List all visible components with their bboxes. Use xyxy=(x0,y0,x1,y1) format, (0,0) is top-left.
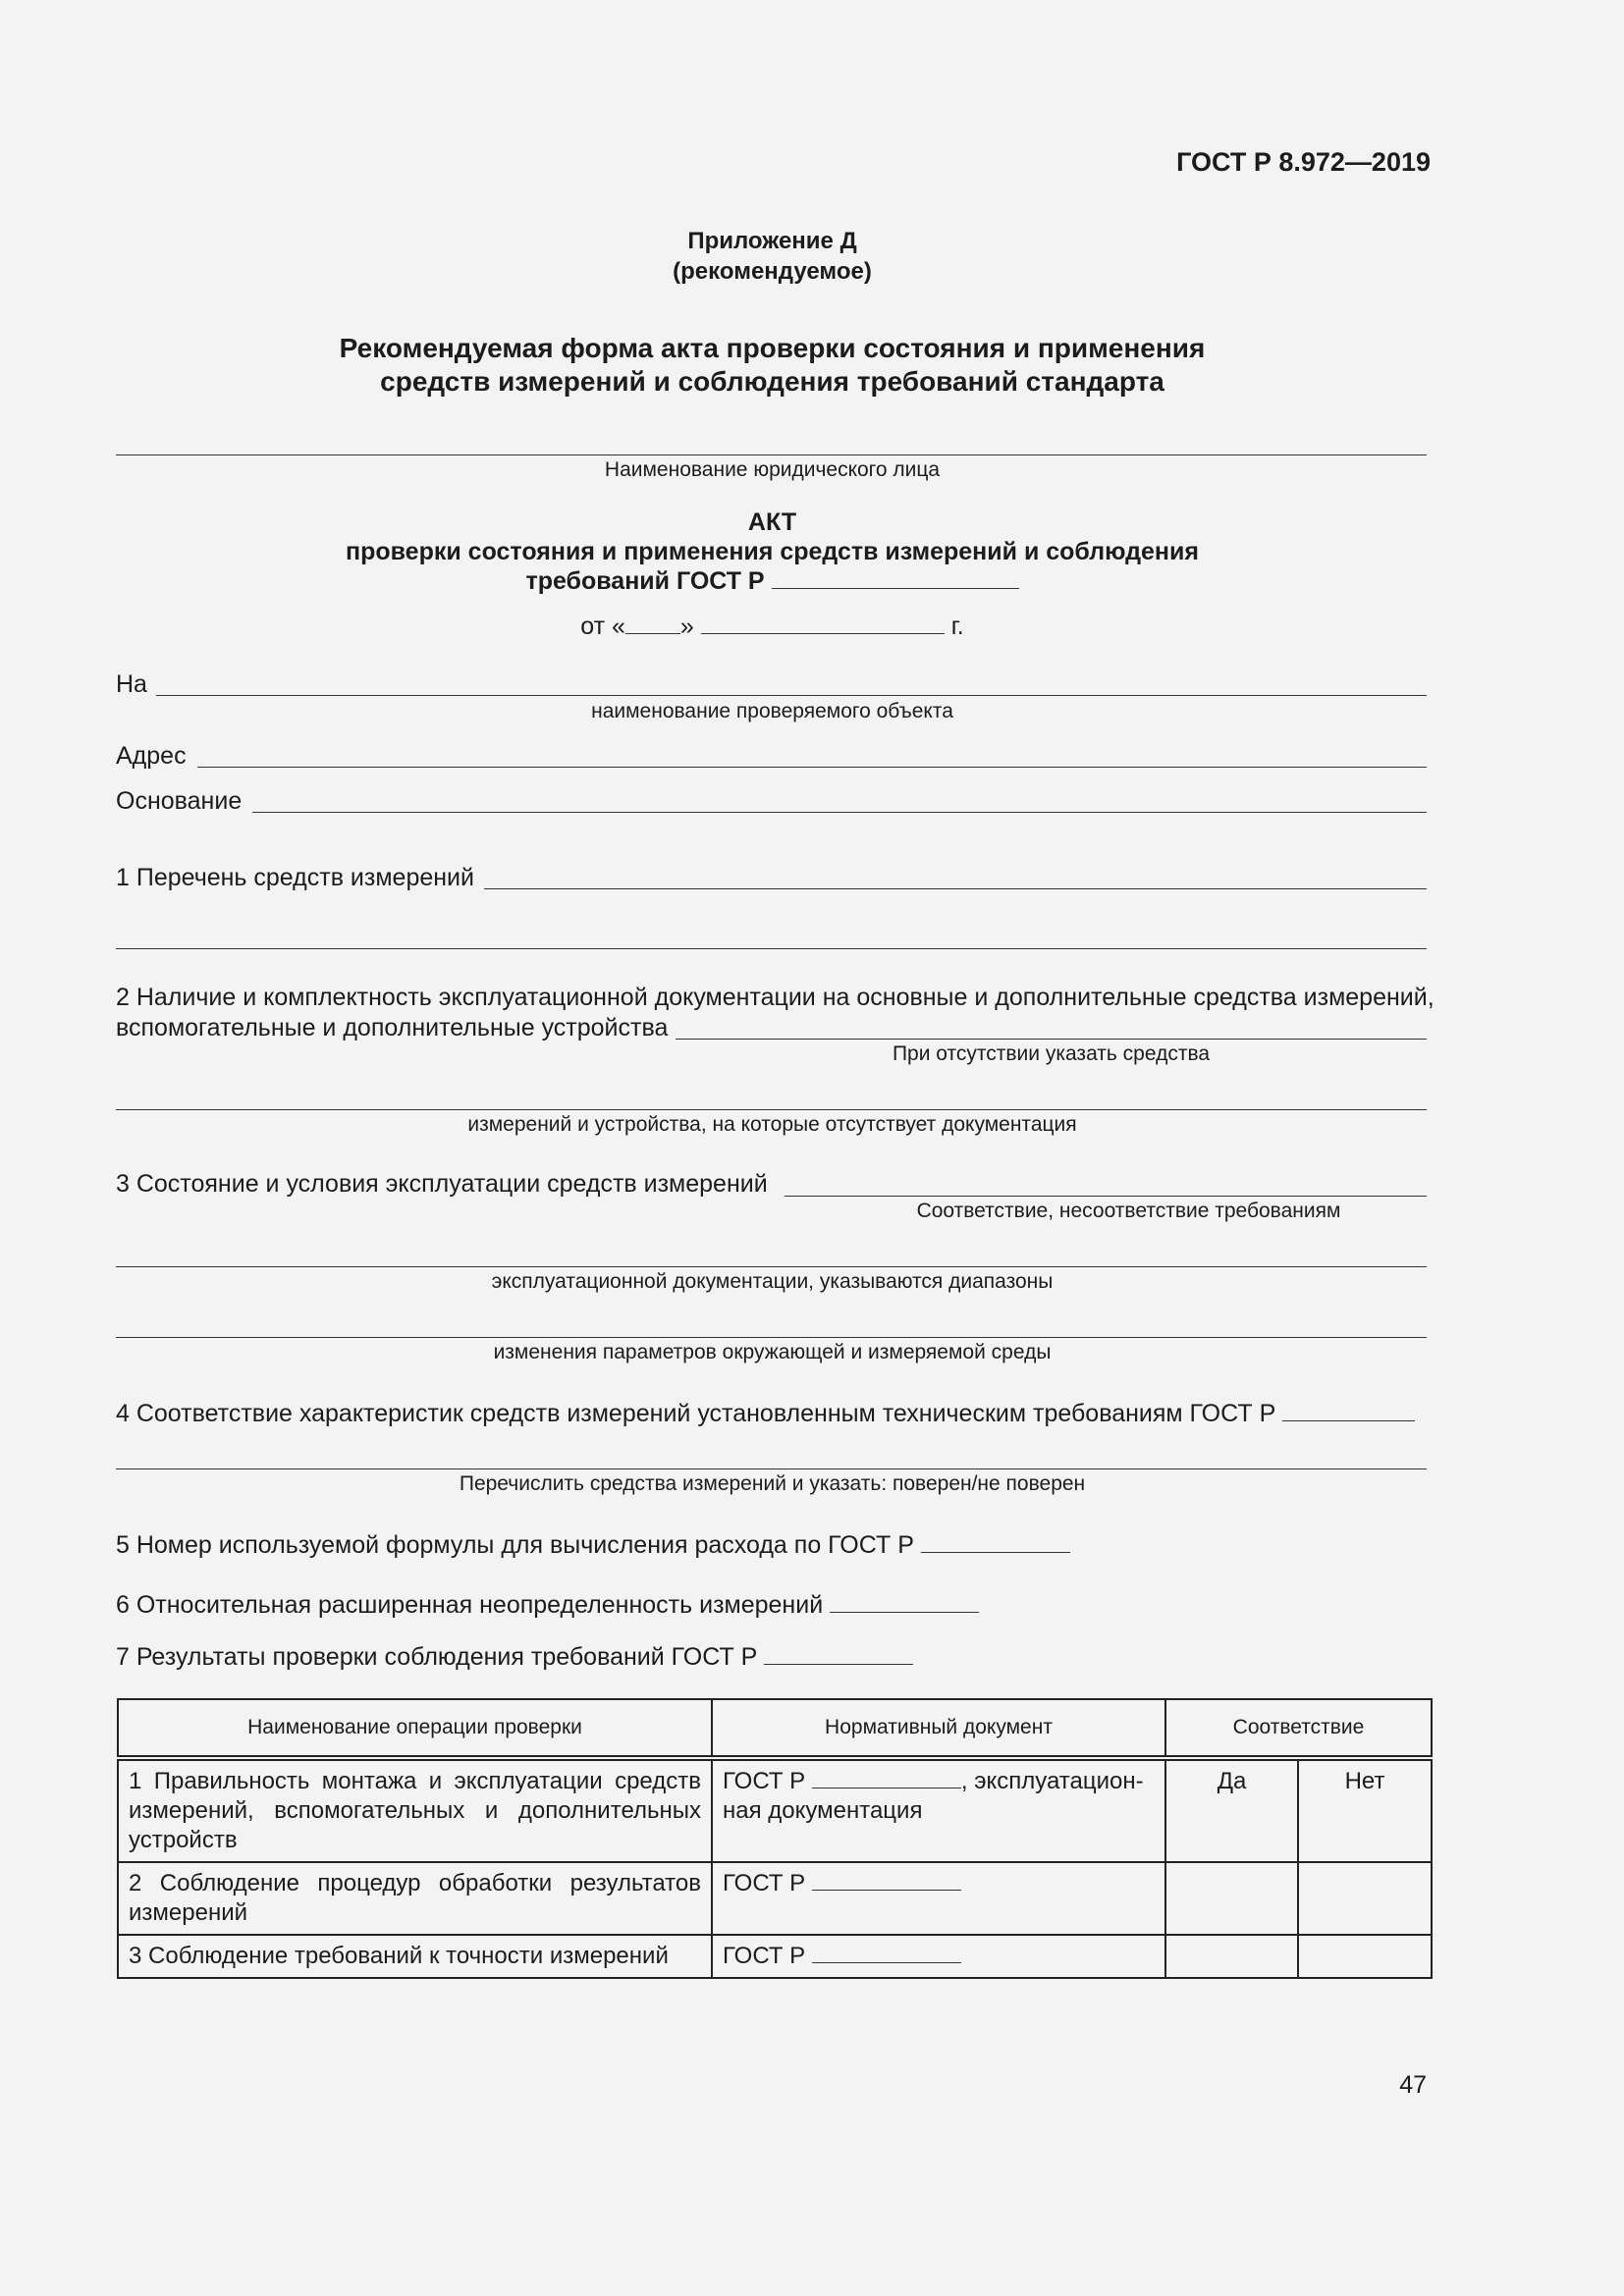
item-1-line[interactable] xyxy=(484,888,1427,889)
form-title-line2: средств измерений и соблюдения требований стандарта xyxy=(380,366,1164,397)
item-3-line2[interactable] xyxy=(116,1266,1427,1267)
item-4-label xyxy=(116,1400,1415,1428)
item-7-blank[interactable] xyxy=(764,1664,913,1665)
item-2-line1: 2 Наличие и комплектность эксплуатационной документации на основные и дополнительные средства измерений, xyxy=(116,984,1435,1011)
object-name-line[interactable] xyxy=(156,695,1427,696)
address-label: Адрес xyxy=(116,742,187,770)
row-3-doc-prefix: ГОСТ Р xyxy=(723,1943,806,1969)
standard-number: ГОСТ Р 8.972—2019 xyxy=(1176,147,1431,177)
row-3-operation: 3 Соблюдение требований к точности измерений xyxy=(118,1935,712,1978)
object-name-caption: наименование проверяемого объекта xyxy=(591,700,953,722)
row-2-no[interactable] xyxy=(1298,1862,1432,1935)
act-title: АКТ xyxy=(747,508,797,536)
page-number: 47 xyxy=(1399,2071,1427,2099)
row-3-document xyxy=(712,1935,1165,1978)
act-subtitle-text: требований ГОСТ Р xyxy=(525,567,765,595)
item-4-caption: Перечислить средства измерений и указать: поверен/не поверен xyxy=(459,1472,1086,1495)
table-header-document: Нормативный документ xyxy=(712,1699,1165,1758)
item-5-blank[interactable] xyxy=(921,1552,1070,1553)
item-4-text: 4 Соответствие характеристик средств измерений установленным техническим требованиям ГОСТ Р xyxy=(116,1400,1276,1427)
item-3-caption1: Соответствие, несоответствие требованиям xyxy=(916,1200,1341,1222)
form-title-line1: Рекомендуемая форма акта проверки состояния и применения xyxy=(339,333,1206,363)
row-2-doc-blank[interactable] xyxy=(812,1890,961,1891)
table-header-compliance: Соответствие xyxy=(1165,1699,1432,1758)
table-row xyxy=(118,1935,1432,1978)
item-1-label: 1 Перечень средств измерений xyxy=(116,864,474,891)
date-prefix: от « xyxy=(580,613,625,640)
row-1-no[interactable]: Нет xyxy=(1298,1758,1432,1862)
item-2-caption1: При отсутствии указать средства xyxy=(892,1042,1211,1065)
verification-table xyxy=(117,1698,1433,1979)
item-7-text: 7 Результаты проверки соблюдения требований ГОСТ Р xyxy=(116,1643,758,1671)
item-2-line2: вспомогательные и дополнительные устройства xyxy=(116,1014,669,1041)
item-2-answer-line[interactable] xyxy=(676,1039,1427,1040)
row-2-operation: 2 Соблюдение процедур обработки результатов измерений xyxy=(118,1862,712,1935)
item-2-answer-line2[interactable] xyxy=(116,1109,1427,1110)
item-6-label xyxy=(116,1591,979,1620)
item-5-text: 5 Номер используемой формулы для вычисления расхода по ГОСТ Р xyxy=(116,1531,914,1559)
item-3-line3[interactable] xyxy=(116,1337,1427,1338)
item-1-line2[interactable] xyxy=(116,948,1427,949)
table-header-operation: Наименование операции проверки xyxy=(118,1699,712,1758)
row-3-no[interactable] xyxy=(1298,1935,1432,1978)
legal-entity-caption: Наименование юридического лица xyxy=(604,458,941,481)
act-subtitle-line1: проверки состояния и применения средств измерений и соблюдения xyxy=(346,538,1199,565)
row-1-doc-line2: ная документация xyxy=(723,1797,923,1824)
month-year-blank[interactable] xyxy=(701,633,945,634)
gost-number-blank[interactable] xyxy=(772,588,1019,589)
annex-status: (рекомендуемое) xyxy=(673,258,872,285)
row-2-doc-prefix: ГОСТ Р xyxy=(723,1870,806,1896)
row-1-doc-blank[interactable] xyxy=(812,1788,961,1789)
row-2-yes[interactable] xyxy=(1165,1862,1298,1935)
item-3-label: 3 Состояние и условия эксплуатации средств измерений xyxy=(116,1170,768,1198)
na-label: На xyxy=(116,670,147,698)
item-3-caption2: эксплуатационной документации, указываются диапазоны xyxy=(491,1270,1054,1293)
item-5-label xyxy=(116,1531,1070,1560)
basis-label: Основание xyxy=(116,787,243,815)
item-3-line[interactable] xyxy=(785,1196,1427,1197)
row-3-doc-blank[interactable] xyxy=(812,1962,961,1963)
row-2-document xyxy=(712,1862,1165,1935)
item-2-caption2: измерений и устройства, на которые отсутствует документация xyxy=(467,1113,1077,1136)
row-1-document xyxy=(712,1758,1165,1862)
item-4-line2[interactable] xyxy=(116,1468,1427,1469)
row-1-yes[interactable]: Да xyxy=(1165,1758,1298,1862)
item-4-blank[interactable] xyxy=(1282,1420,1415,1421)
basis-line[interactable] xyxy=(252,812,1427,813)
item-6-text: 6 Относительная расширенная неопределенность измерений xyxy=(116,1591,824,1619)
table-row xyxy=(118,1758,1432,1862)
day-blank[interactable] xyxy=(625,633,680,634)
date-suffix: г. xyxy=(950,613,964,640)
row-1-doc-prefix: ГОСТ Р xyxy=(723,1768,806,1794)
table-header-row xyxy=(118,1699,1432,1758)
row-3-yes[interactable] xyxy=(1165,1935,1298,1978)
item-7-label xyxy=(116,1643,913,1672)
date-mid: » xyxy=(679,613,694,640)
address-line[interactable] xyxy=(197,767,1427,768)
row-1-doc-suffix: , эксплуатацион- xyxy=(960,1768,1144,1794)
item-6-blank[interactable] xyxy=(830,1612,979,1613)
table-row xyxy=(118,1862,1432,1935)
row-1-operation: 1 Правильность монтажа и эксплуатации средств измерений, вспомогательных и дополнительных устройств xyxy=(118,1758,712,1862)
legal-entity-line[interactable] xyxy=(116,454,1427,455)
act-date xyxy=(116,613,1429,641)
act-subtitle-line2 xyxy=(116,567,1429,596)
item-3-caption3: изменения параметров окружающей и измеряемой среды xyxy=(493,1341,1052,1363)
annex-title: Приложение Д xyxy=(687,228,857,254)
